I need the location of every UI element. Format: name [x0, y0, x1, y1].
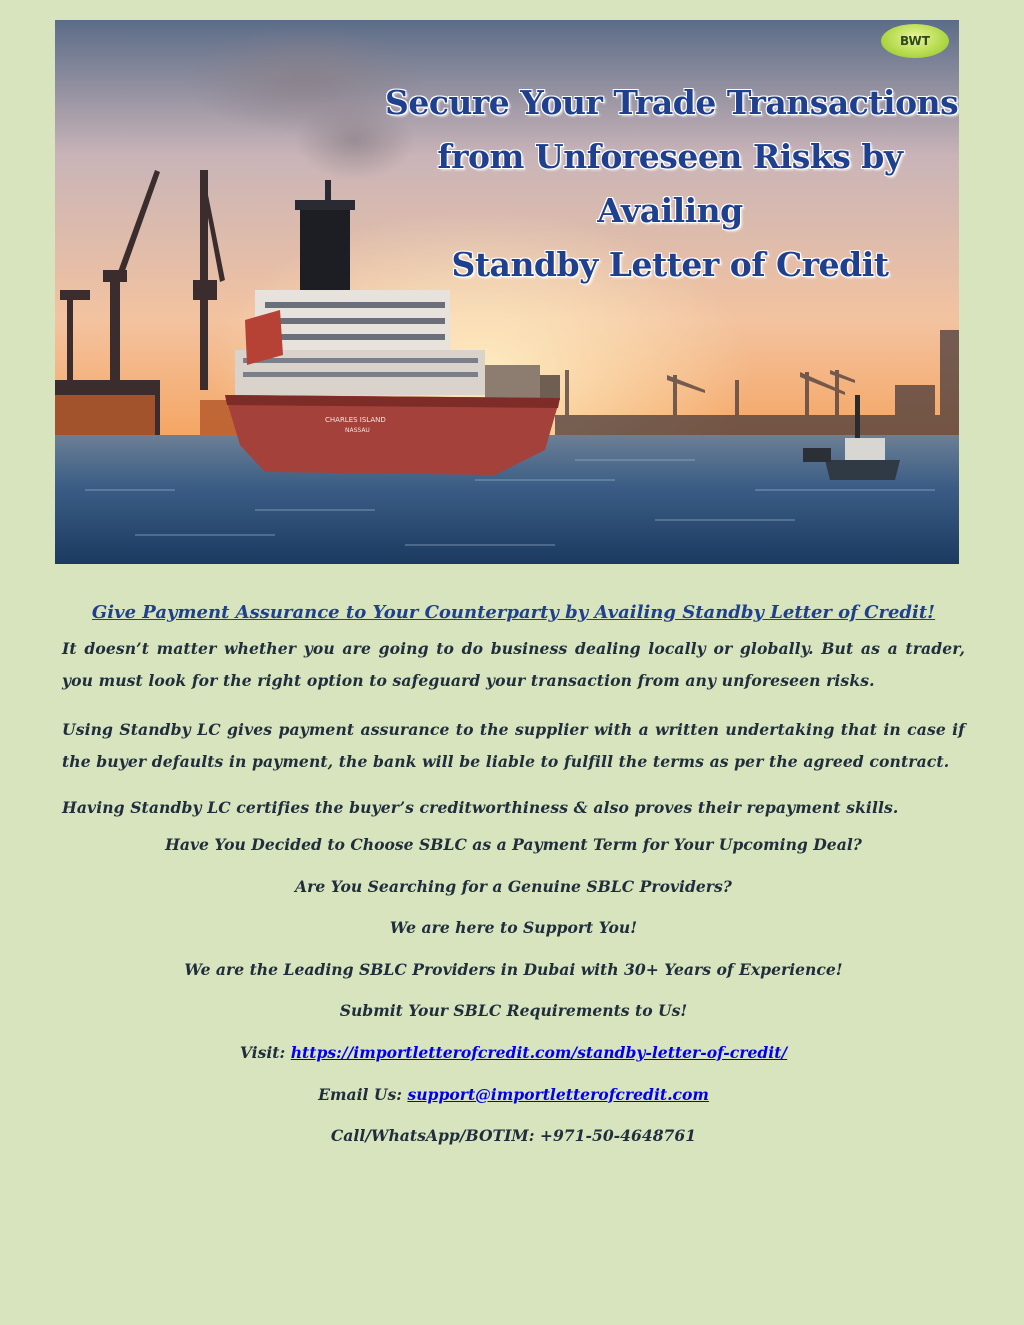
- experience-line: We are the Leading SBLC Providers in Dubai with 30+ Years of Experience!: [184, 959, 843, 979]
- call-line: Call/WhatsApp/BOTIM: +971-50-4648761: [330, 1126, 697, 1146]
- headline: Give Payment Assurance to Your Counterparty by Availing Standby Letter of Credit!: [91, 602, 936, 623]
- email-line: [62, 1085, 965, 1105]
- website-link[interactable]: https://importletterofcredit.com/standby-letter-of-credit/: [290, 1042, 788, 1062]
- paragraph-creditworthiness: Having Standby LC certifies the buyer’s creditworthiness & also proves their repayment skills.: [62, 798, 899, 817]
- question-payment-term: Have You Decided to Choose SBLC as a Payment Term for Your Upcoming Deal?: [165, 835, 862, 854]
- email-label: Email Us:: [318, 1084, 402, 1104]
- hero-title-line-4: Standby Letter of Credit: [451, 245, 889, 284]
- ship-name-text: CHARLES ISLAND: [325, 416, 386, 424]
- email-link[interactable]: support@importletterofcredit.com: [407, 1084, 709, 1104]
- hero-title-line-1: Secure Your Trade Transactions: [385, 83, 959, 122]
- submit-line: Submit Your SBLC Requirements to Us!: [339, 1001, 688, 1021]
- visit-line: [62, 1043, 965, 1063]
- bwt-logo: [881, 24, 949, 58]
- hero-title-line-2: from Unforeseen Risks by: [437, 137, 903, 176]
- paragraph-assurance: Using Standby LC gives payment assurance to the supplier with a written undertaking that in case if the buyer defaults in payment, the bank will be liable to fulfill the terms as per the agreed contract.: [62, 720, 965, 771]
- hero-banner: [55, 20, 959, 564]
- ship-port-text: NASSAU: [345, 427, 370, 434]
- logo-mark: BWT: [900, 34, 930, 48]
- paragraph-intro: It doesn’t matter whether you are going to do business dealing locally or globally. But as a trader, you must look for the right option to safeguard your transaction from any unforeseen risks.: [62, 639, 965, 690]
- question-providers: Are You Searching for a Genuine SBLC Providers?: [295, 876, 732, 896]
- support-line: We are here to Support You!: [389, 918, 638, 938]
- hero-title: [385, 76, 959, 292]
- article-content: [62, 600, 965, 1168]
- hero-title-line-3: Availing: [597, 191, 743, 230]
- visit-label: Visit:: [239, 1042, 286, 1062]
